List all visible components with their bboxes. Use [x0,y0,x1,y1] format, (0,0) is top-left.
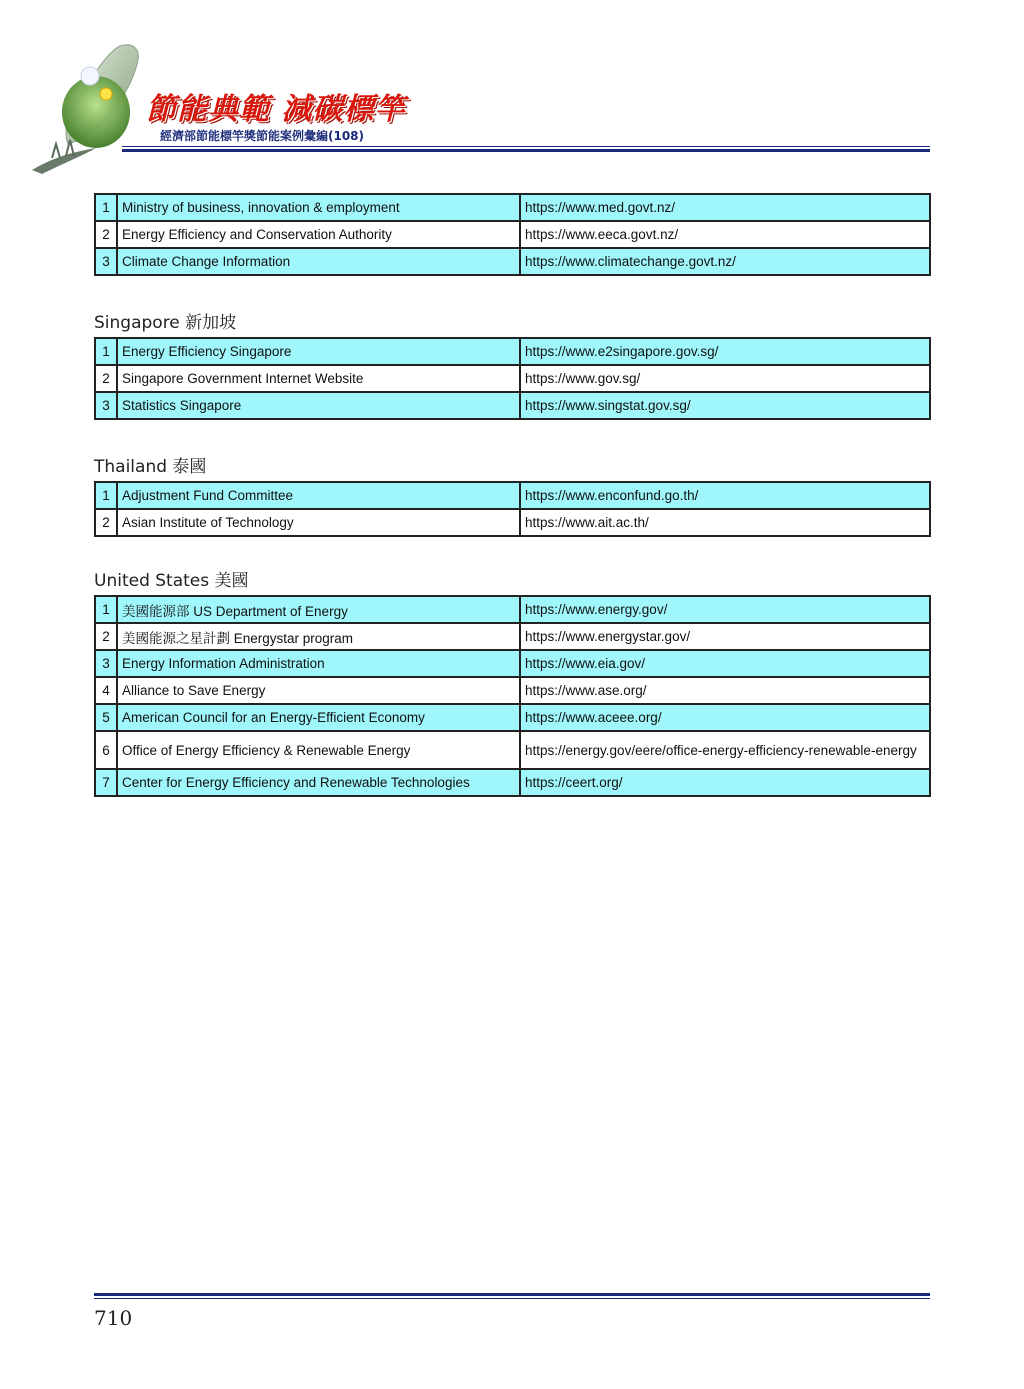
links-table-singapore [94,337,931,420]
row-number: 1 [95,194,117,221]
table-row [95,596,930,623]
row-number: 6 [95,731,117,769]
website-link[interactable]: https://www.singstat.gov.sg/ [520,392,930,419]
website-link[interactable]: https://energy.gov/eere/office-energy-efficiency-renewable-energy [520,731,930,769]
row-number: 2 [95,509,117,536]
section-title-united-states: United States 美國 [94,571,249,591]
website-link[interactable]: https://www.aceee.org/ [520,704,930,731]
organization-name: Energy Efficiency and Conservation Authority [117,221,520,248]
links-table-united-states [94,595,931,797]
website-link[interactable]: https://www.e2singapore.gov.sg/ [520,338,930,365]
website-link[interactable]: https://www.energy.gov/ [520,596,930,623]
table-row [95,623,930,650]
header-title: 節能典範 減碳標竿 [146,92,406,127]
organization-name: Climate Change Information [117,248,520,275]
row-number: 3 [95,248,117,275]
organization-name: Office of Energy Efficiency & Renewable Energy [117,731,520,769]
header-rule-top [122,146,930,147]
table-row [95,221,930,248]
organization-name: 美國能源之星計劃 Energystar program [117,623,520,650]
header-rule [122,149,930,152]
table-row [95,194,930,221]
row-number: 1 [95,596,117,623]
leaf-globe-logo-icon [22,40,162,180]
row-number: 1 [95,482,117,509]
row-number: 2 [95,623,117,650]
organization-name: Center for Energy Efficiency and Renewable Technologies [117,769,520,796]
organization-name: Statistics Singapore [117,392,520,419]
row-number: 2 [95,365,117,392]
row-number: 7 [95,769,117,796]
table-row [95,509,930,536]
page-header [0,0,1024,185]
website-link[interactable]: https://ceert.org/ [520,769,930,796]
table-row [95,482,930,509]
footer-rule [94,1293,930,1296]
table-row [95,365,930,392]
table-row [95,704,930,731]
table-row [95,677,930,704]
website-link[interactable]: https://www.med.govt.nz/ [520,194,930,221]
table-row [95,769,930,796]
website-link[interactable]: https://www.gov.sg/ [520,365,930,392]
footer-rule-bottom [94,1298,930,1299]
organization-name: 美國能源部 US Department of Energy [117,596,520,623]
organization-name: Ministry of business, innovation & employment [117,194,520,221]
links-table-thailand [94,481,931,537]
organization-name: Energy Efficiency Singapore [117,338,520,365]
row-number: 4 [95,677,117,704]
table-row [95,731,930,769]
header-subtitle: 經濟部節能標竿獎節能案例彙編(108) [160,129,365,143]
website-link[interactable]: https://www.enconfund.go.th/ [520,482,930,509]
table-row [95,650,930,677]
website-link[interactable]: https://www.eeca.govt.nz/ [520,221,930,248]
table-row [95,248,930,275]
row-number: 2 [95,221,117,248]
organization-name: Energy Information Administration [117,650,520,677]
table-row [95,338,930,365]
organization-name: American Council for an Energy-Efficient Economy [117,704,520,731]
organization-name: Singapore Government Internet Website [117,365,520,392]
page-number: 710 [94,1306,133,1330]
row-number: 3 [95,392,117,419]
website-link[interactable]: https://www.climatechange.govt.nz/ [520,248,930,275]
organization-name: Asian Institute of Technology [117,509,520,536]
organization-name: Adjustment Fund Committee [117,482,520,509]
row-number: 5 [95,704,117,731]
table-row [95,392,930,419]
organization-name: Alliance to Save Energy [117,677,520,704]
row-number: 3 [95,650,117,677]
row-number: 1 [95,338,117,365]
section-title-singapore: Singapore 新加坡 [94,313,237,333]
website-link[interactable]: https://www.eia.gov/ [520,650,930,677]
website-link[interactable]: https://www.ase.org/ [520,677,930,704]
links-table-new-zealand [94,193,931,276]
website-link[interactable]: https://www.ait.ac.th/ [520,509,930,536]
section-title-thailand: Thailand 泰國 [94,457,207,477]
website-link[interactable]: https://www.energystar.gov/ [520,623,930,650]
